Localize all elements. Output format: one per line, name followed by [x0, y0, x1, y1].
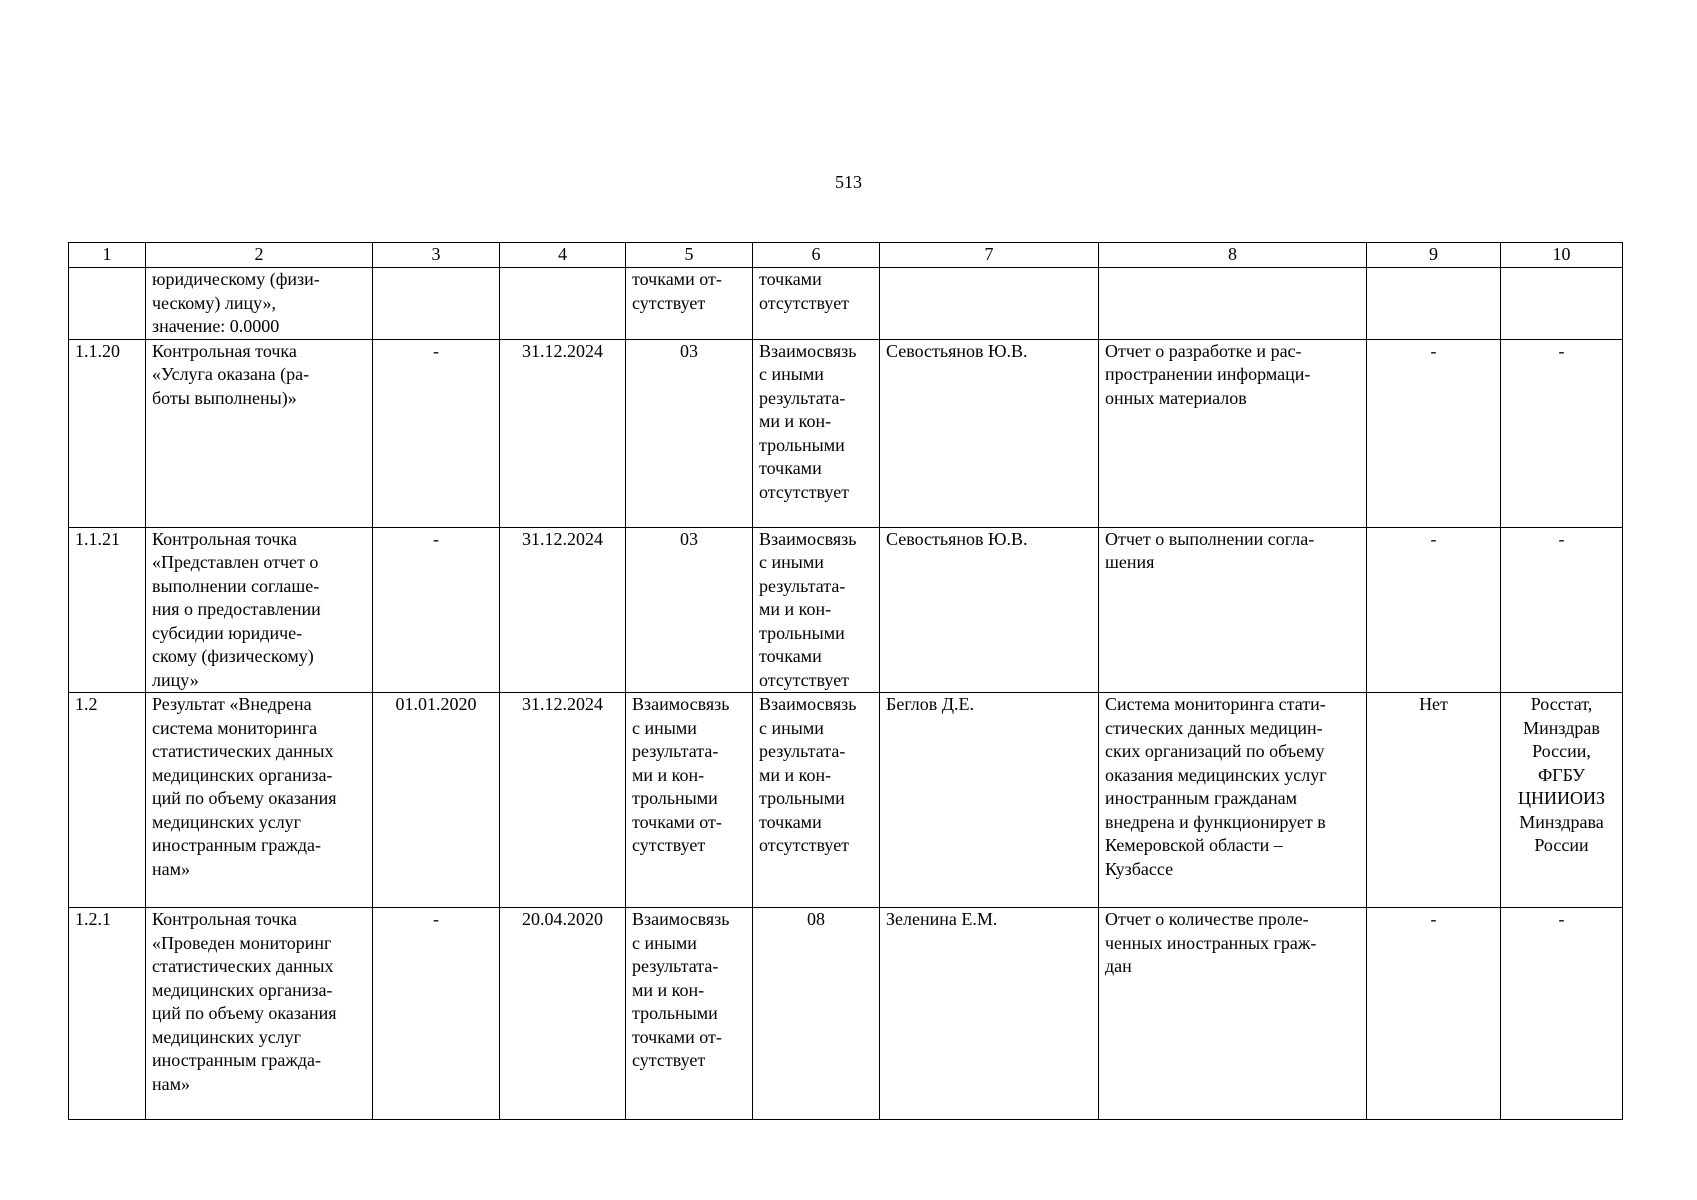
table-row [69, 339, 1623, 527]
table-header-row [69, 243, 1623, 268]
row-end-date: 31.12.2024 [500, 693, 626, 908]
row-end-date: 20.04.2020 [500, 908, 626, 1120]
row-info-system: - [1367, 527, 1501, 693]
row-document: Отчет о разработке и рас- пространении информаци- онных материалов [1099, 339, 1367, 527]
row-name: юридическому (физи- ческому) лицу», значение: 0.0000 [146, 268, 373, 340]
row-responsible [880, 268, 1099, 340]
column-header: 5 [626, 243, 753, 268]
page-number: 513 [835, 172, 862, 192]
row-start-date: 01.01.2020 [373, 693, 500, 908]
row-number: 1.2.1 [69, 908, 146, 1120]
row-control-level [1501, 268, 1623, 340]
row-responsible: Севостьянов Ю.В. [880, 339, 1099, 527]
row-control-level: Росстат, Минздрав России, ФГБУ ЦНИИОИЗ Минздрава России [1501, 693, 1623, 908]
row-start-date: - [373, 527, 500, 693]
row-predecessor: Взаимосвязь с иными результата- ми и кон- трольными точками от- сутствует [626, 693, 753, 908]
row-info-system: - [1367, 339, 1501, 527]
row-successor: Взаимосвязь с иными результата- ми и кон- трольными точками отсутствует [753, 339, 880, 527]
row-successor: точками отсутствует [753, 268, 880, 340]
column-header: 4 [500, 243, 626, 268]
row-end-date: 31.12.2024 [500, 339, 626, 527]
row-responsible: Беглов Д.Е. [880, 693, 1099, 908]
row-name: Контрольная точка «Представлен отчет о выполнении соглаше- ния о предоставлении субсидии юридиче- скому (физическому) лицу» [146, 527, 373, 693]
row-document: Система мониторинга стати- стических данных медицин- ских организаций по объему оказания медицинских услуг иностранным гражданам внедрена и функционирует в Кемеровской области – Кузбассе [1099, 693, 1367, 908]
row-number [69, 268, 146, 340]
row-predecessor: 03 [626, 527, 753, 693]
table-row [69, 527, 1623, 693]
row-number: 1.1.21 [69, 527, 146, 693]
row-document [1099, 268, 1367, 340]
table-row [69, 908, 1623, 1120]
row-info-system: - [1367, 908, 1501, 1120]
row-predecessor: точками от- сутствует [626, 268, 753, 340]
row-predecessor: Взаимосвязь с иными результата- ми и кон- трольными точками от- сутствует [626, 908, 753, 1120]
row-control-level: - [1501, 908, 1623, 1120]
row-end-date [500, 268, 626, 340]
row-end-date: 31.12.2024 [500, 527, 626, 693]
row-start-date: - [373, 339, 500, 527]
row-start-date [373, 268, 500, 340]
column-header: 8 [1099, 243, 1367, 268]
row-successor: Взаимосвязь с иными результата- ми и кон- трольными точками отсутствует [753, 527, 880, 693]
table-row [69, 693, 1623, 908]
row-info-system: Нет [1367, 693, 1501, 908]
table-row [69, 268, 1623, 340]
column-header: 3 [373, 243, 500, 268]
row-responsible: Зеленина Е.М. [880, 908, 1099, 1120]
row-name: Контрольная точка «Услуга оказана (ра- боты выполнены)» [146, 339, 373, 527]
column-header: 6 [753, 243, 880, 268]
column-header: 2 [146, 243, 373, 268]
row-control-level: - [1501, 339, 1623, 527]
row-responsible: Севостьянов Ю.В. [880, 527, 1099, 693]
row-successor: Взаимосвязь с иными результата- ми и кон- трольными точками отсутствует [753, 693, 880, 908]
column-header: 7 [880, 243, 1099, 268]
column-header: 1 [69, 243, 146, 268]
row-predecessor: 03 [626, 339, 753, 527]
row-control-level: - [1501, 527, 1623, 693]
column-header: 10 [1501, 243, 1623, 268]
column-header: 9 [1367, 243, 1501, 268]
row-number: 1.2 [69, 693, 146, 908]
row-start-date: - [373, 908, 500, 1120]
row-document: Отчет о количестве проле- ченных иностранных граж- дан [1099, 908, 1367, 1120]
row-number: 1.1.20 [69, 339, 146, 527]
row-document: Отчет о выполнении согла- шения [1099, 527, 1367, 693]
row-info-system [1367, 268, 1501, 340]
row-name: Контрольная точка «Проведен мониторинг статистических данных медицинских организа- ций по объему оказания медицинских услуг иностранным гражда- нам» [146, 908, 373, 1120]
row-name: Результат «Внедрена система мониторинга статистических данных медицинских организа- ций по объему оказания медицинских услуг иностранным гражда- нам» [146, 693, 373, 908]
plan-table [68, 242, 1623, 1120]
row-successor: 08 [753, 908, 880, 1120]
